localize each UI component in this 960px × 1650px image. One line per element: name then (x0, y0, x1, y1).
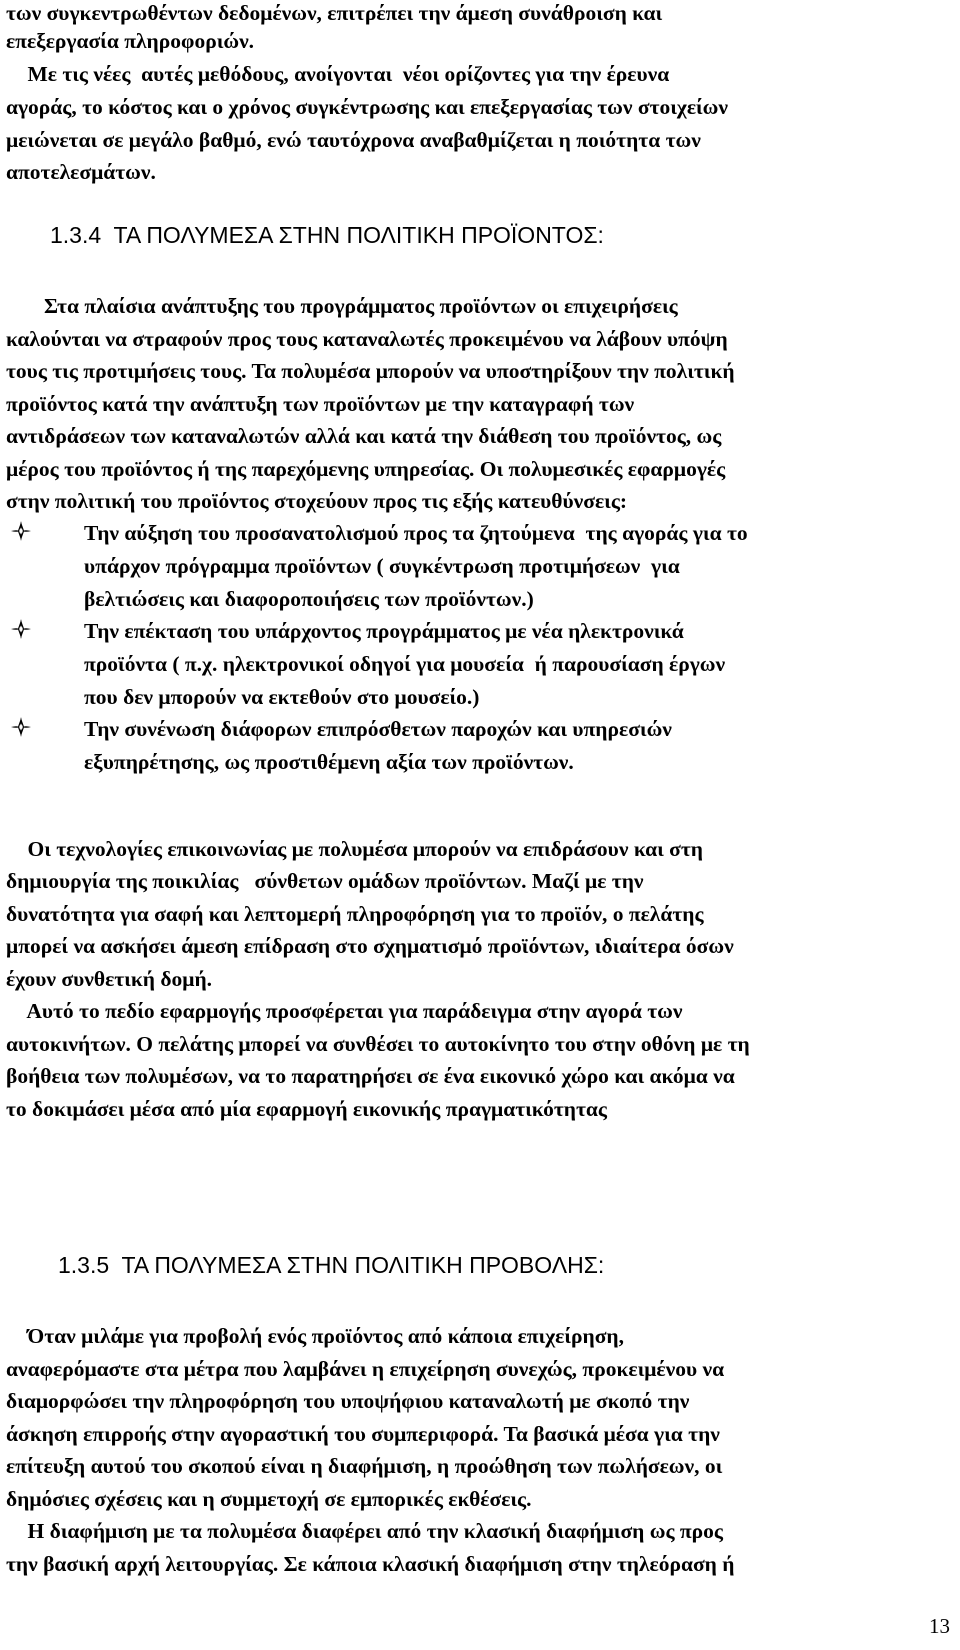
text-line: δημιουργία της ποικιλίας σύνθετων ομάδων προϊόντων. Μαζί με την (6, 869, 644, 893)
bullet-text-line: Την αύξηση του προσανατολισμού προς τα ζητούμενα της αγοράς για το (84, 521, 748, 545)
bullet-text-line: που δεν μπορούν να εκτεθούν στο μουσείο.) (84, 685, 480, 709)
diamond-bullet-icon (10, 716, 32, 738)
text-line: προϊόντος κατά την ανάπτυξη των προϊόντων με την καταγραφή των (6, 392, 635, 416)
diamond-bullet-icon (10, 618, 32, 640)
text-line: Η διαφήμιση με τα πολυμέσα διαφέρει από την κλασική διαφήμιση ως προς (6, 1519, 723, 1543)
bullet-text-line: βελτιώσεις και διαφοροποιήσεις των προϊόντων.) (84, 587, 534, 611)
text-line: βοήθεια των πολυμέσων, να το παρατηρήσει σε ένα εικονικό χώρο και ακόμα να (6, 1064, 735, 1088)
text-line: επεξεργασία πληροφοριών. (6, 29, 255, 53)
text-line: δυνατότητα για σαφή και λεπτομερή πληροφόρηση για το προϊόν, ο πελάτης (6, 902, 704, 926)
text-line: των συγκεντρωθέντων δεδομένων, επιτρέπει την άμεση συνάθροιση και (6, 1, 663, 25)
bullet-text-line: Την συνένωση διάφορων επιπρόσθετων παροχών και υπηρεσιών (84, 717, 672, 741)
bullet-text-line: εξυπηρέτησης, ως προστιθέμενη αξία των προϊόντων. (84, 750, 574, 774)
text-line: στην πολιτική του προϊόντος στοχεύουν προς τις εξής κατευθύνσεις: (6, 489, 628, 513)
section-heading-1-3-5: 1.3.5 ΤΑ ΠΟΛΥΜΕΣΑ ΣΤΗΝ ΠΟΛΙΤΙΚΗ ΠΡΟΒΟΛΗΣ: (58, 1252, 605, 1278)
text-line: διαμορφώσει την πληροφόρηση του υποψήφιου καταναλωτή με σκοπό την (6, 1389, 690, 1413)
text-line: Αυτό το πεδίο εφαρμογής προσφέρεται για παράδειγμα στην αγορά των (6, 999, 683, 1023)
text-line: το δοκιμάσει μέσα από μία εφαρμογή εικονικής πραγματικότητας (6, 1097, 607, 1121)
text-line: καλούνται να στραφούν προς τους καταναλωτές προκειμένου να λάβουν υπόψη (6, 327, 728, 351)
text-line: αντιδράσεων των καταναλωτών αλλά και κατά την διάθεση του προϊόντος, ως (6, 424, 722, 448)
text-line: μέρος του προϊόντος ή της παρεχόμενης υπηρεσίας. Οι πολυμεσικές εφαρμογές (6, 457, 726, 481)
bullet-text-line: υπάρχον πρόγραμμα προϊόντων ( συγκέντρωση προτιμήσεων για (84, 554, 680, 578)
text-line: αποτελεσμάτων. (6, 160, 156, 184)
text-line: Οι τεχνολογίες επικοινωνίας με πολυμέσα μπορούν να επιδράσουν και στη (6, 837, 703, 861)
diamond-bullet-icon (10, 520, 32, 542)
text-line: μειώνεται σε μεγάλο βαθμό, ενώ ταυτόχρονα αναβαθμίζεται η ποιότητα των (6, 128, 701, 152)
bullet-text-line: προϊόντα ( π.χ. ηλεκτρονικοί οδηγοί για μουσεία ή παρουσίαση έργων (84, 652, 726, 676)
text-line: τους τις προτιμήσεις τους. Τα πολυμέσα μπορούν να υποστηρίξουν την πολιτική (6, 359, 735, 383)
text-line: αναφερόμαστε στα μέτρα που λαμβάνει η επιχείρηση συνεχώς, προκειμένου να (6, 1357, 725, 1381)
text-line: Με τις νέες αυτές μεθόδους, ανοίγονται νέοι ορίζοντες για την έρευνα (6, 62, 670, 86)
text-line: δημόσιες σχέσεις και η συμμετοχή σε εμπορικές εκθέσεις. (6, 1487, 532, 1511)
section-heading-1-3-4: 1.3.4 ΤΑ ΠΟΛΥΜΕΣΑ ΣΤΗΝ ΠΟΛΙΤΙΚΗ ΠΡΟΪΟΝΤΟΣ: (50, 222, 604, 248)
text-line: επίτευξη αυτού του σκοπού είναι η διαφήμιση, η προώθηση των πωλήσεων, οι (6, 1454, 723, 1478)
text-line: έχουν συνθετική δομή. (6, 967, 213, 991)
page-number: 13 (929, 1614, 950, 1638)
text-line: Όταν μιλάμε για προβολή ενός προϊόντος από κάποια επιχείρηση, (6, 1324, 624, 1348)
text-line: Στα πλαίσια ανάπτυξης του προγράμματος προϊόντων οι επιχειρήσεις (44, 294, 678, 318)
text-line: αυτοκινήτων. Ο πελάτης μπορεί να συνθέσει το αυτοκίνητο του στην οθόνη με τη (6, 1032, 750, 1056)
text-line: την βασική αρχή λειτουργίας. Σε κάποια κλασική διαφήμιση στην τηλεόραση ή (6, 1552, 735, 1576)
text-line: μπορεί να ασκήσει άμεση επίδραση στο σχηματισμό προϊόντων, ιδιαίτερα όσων (6, 934, 734, 958)
bullet-text-line: Την επέκταση του υπάρχοντος προγράμματος με νέα ηλεκτρονικά (84, 619, 684, 643)
text-line: άσκηση επιρροής στην αγοραστική του συμπεριφορά. Τα βασικά μέσα για την (6, 1422, 720, 1446)
text-line: αγοράς, το κόστος και ο χρόνος συγκέντρωσης και επεξεργασίας των στοιχείων (6, 95, 729, 119)
